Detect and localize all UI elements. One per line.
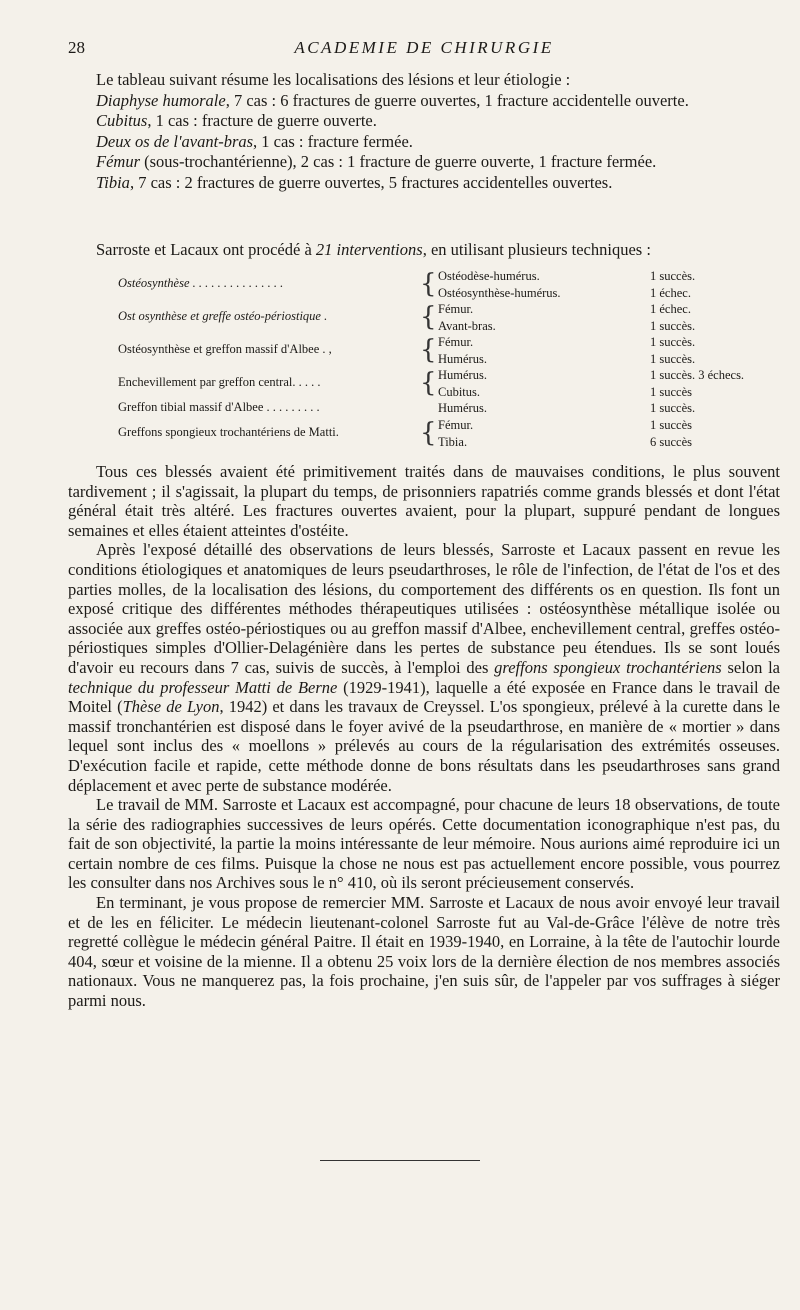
lesion-term: Cubitus <box>96 111 148 130</box>
lesion-tibia: Tibia, 7 cas : 2 fractures de guerre ouvertes, 5 fractures accidentelles ouvertes. <box>96 172 613 192</box>
interventions-count: 21 interventions <box>315 240 423 259</box>
result-list: 1 échec. 1 succès. <box>650 302 696 333</box>
intro-paragraph: Le tableau suivant résume les localisations des lésions et leur étiologie : <box>96 70 571 89</box>
techniques-table <box>118 268 788 450</box>
intro-section <box>68 70 780 193</box>
emphasis: technique du professeur Matti de Berne <box>68 677 338 697</box>
lesion-diaphyse: Diaphyse humorale, 7 cas : 6 fractures de guerre ouvertes, 1 fracture accidentelle ouverte. <box>96 90 689 110</box>
body-paragraph: En terminant, je vous propose de remercier MM. Sarroste et Lacaux de nous avoir envoyé leur travail et de les en féliciter. Le médecin lieutenant-colonel Sarroste fut au Val-de-Grâce l'élève de notre très regretté collègue le médecin général Paitre. Il était en 1939-1940, en Lorraine, à la tête de l'autochir lourde 404, sœur et voisine de la mienne. Il a obtenu 25 voix lors de la dernière élection de nos membres associés nationaux. Vous ne manquerez pas, la fois prochaine, j'en suis sûr, de l'appeler par vos suffrages à siéger parmi nous. <box>68 893 780 1011</box>
result-list: 1 succès. <box>650 401 696 415</box>
lesion-cubitus: Cubitus, 1 cas : fracture de guerre ouverte. <box>96 111 377 130</box>
lesion-term: Tibia <box>96 172 130 192</box>
site-list: Humérus. <box>438 401 487 415</box>
technique-label: Greffon tibial massif d'Albee . . . . . . . . . <box>118 400 320 414</box>
technique-label: Ostéosynthèse . . . . . . . . . . . . . . . <box>118 276 284 290</box>
result-list: 1 succès. 1 succès. <box>650 335 696 366</box>
lesion-term: Fémur <box>96 152 140 171</box>
body-paragraph: Tous ces blessés avaient été primitivement traités dans de mauvaises conditions, le plus souvent tardivement ; il s'agissait, la plupart du temps, de prisonniers rapatriés comme grands blessés et dont l'état général était très altéré. Les fractures ouvertes avaient, pour la plupart, suppuré pendant de longues semaines et elles étaient atteintes d'ostéite. <box>68 462 780 540</box>
site-list: Humérus. Cubitus. <box>438 368 487 399</box>
running-title: ACADEMIE DE CHIRURGIE <box>294 38 554 57</box>
result-list: 1 succès 6 succès <box>650 418 692 449</box>
lesion-term: Diaphyse humorale <box>96 90 226 110</box>
emphasis: Thèse de Lyon <box>122 697 220 717</box>
table-row <box>118 334 788 367</box>
end-rule <box>320 1160 480 1161</box>
brace: { <box>420 368 437 398</box>
lesion-avant-bras: Deux os de l'avant-bras, 1 cas : fracture fermée. <box>96 131 413 151</box>
brace: { <box>420 418 437 448</box>
emphasis: greffons spongieux trochantériens <box>494 657 722 677</box>
site-list: Fémur. Avant-bras. <box>438 302 496 333</box>
lesion-femur: Fémur (sous-trochantérienne), 2 cas : 1 fracture de guerre ouverte, 1 fracture fermée. <box>96 152 657 171</box>
technique-label: Greffons spongieux trochantériens de Matti. <box>118 425 339 439</box>
brace: { <box>420 269 437 299</box>
brace: { <box>420 335 437 365</box>
body-paragraph: Après l'exposé détaillé des observations de leurs blessés, Sarroste et Lacaux passent en revue les conditions étiologiques et anatomiques de leurs pseudarthroses, le rôle de l'infection, de l'état de l'os et des parties molles, de la localisation des lésions, du comportement des différents os en question. Ils font un exposé critique des différentes méthodes thérapeutiques utilisées : ostéosynthèse métallique isolée ou associée aux greffes ostéo-périostiques ou au greffon massif d'Albee, enchevillement central, greffes ostéo-périostiques simples d'Ollier-Delagénière dans les pertes de substance peu étendues. Ils se sont loués d'avoir eu recours dans 7 cas, suivis de succès, à l'emploi des greffons spongieux trochantériens selon la technique du professeur Matti de Berne (1929-1941), laquelle a été exposée en France dans le travail de Moitel (Thèse de Lyon, 1942) et dans les travaux de Creyssel. L'os spongieux, prélevé à la curette dans le massif tronchantérien est disposé dans le foyer avivé de la pseudarthrose, en manière de « mortier » dans lequel sont inclus des « moellons » prélevés au cours de la régularisation des extrémités osseuses. D'exécution facile et rapide, cette méthode donne de bons résultats dans les pseudarthroses sans grand déplacement et avec perte de substance modérée. <box>68 540 781 795</box>
table-row <box>118 400 788 417</box>
lesion-term: Deux os de l'avant-bras <box>96 131 254 151</box>
technique-label: Ost osynthèse et greffe ostéo-périostique . <box>118 309 328 323</box>
brace: { <box>420 302 437 332</box>
table-row <box>118 301 788 334</box>
site-list: Ostéodèse-humérus. Ostéosynthèse-humérus. <box>438 269 561 300</box>
site-list: Fémur. Tibia. <box>438 418 474 449</box>
result-list: 1 succès. 3 échecs. 1 succès <box>650 368 745 399</box>
body-section <box>68 462 780 1011</box>
table-row <box>118 417 788 450</box>
page-number: 28 <box>68 38 85 57</box>
result-list: 1 succès. 1 échec. <box>650 269 696 300</box>
interventions-lead: Sarroste et Lacaux ont procédé à 21 interventions, en utilisant plusieurs techniques : <box>96 240 651 259</box>
body-paragraph: Le travail de MM. Sarroste et Lacaux est accompagné, pour chacune de leurs 18 observations, de toute la série des radiographies successives de leurs opérés. Cette documentation iconographique n'est pas, du fait de son objectivité, la partie la moins intéressante de leur mémoire. Nous aurions aimé reproduire ici un certain nombre de ces films. Puisque la chose ne nous est pas actuellement encore possible, vous pourrez les consulter dans nos Archives sous le n° 410, où ils seront précieusement conservés. <box>68 795 780 893</box>
table-row <box>118 367 788 400</box>
technique-label: Enchevillement par greffon central. . . . . <box>118 375 321 389</box>
technique-label: Ostéosynthèse et greffon massif d'Albee . , <box>118 342 332 356</box>
table-row <box>118 268 788 301</box>
page-header <box>68 38 780 62</box>
site-list: Fémur. Humérus. <box>438 335 487 366</box>
